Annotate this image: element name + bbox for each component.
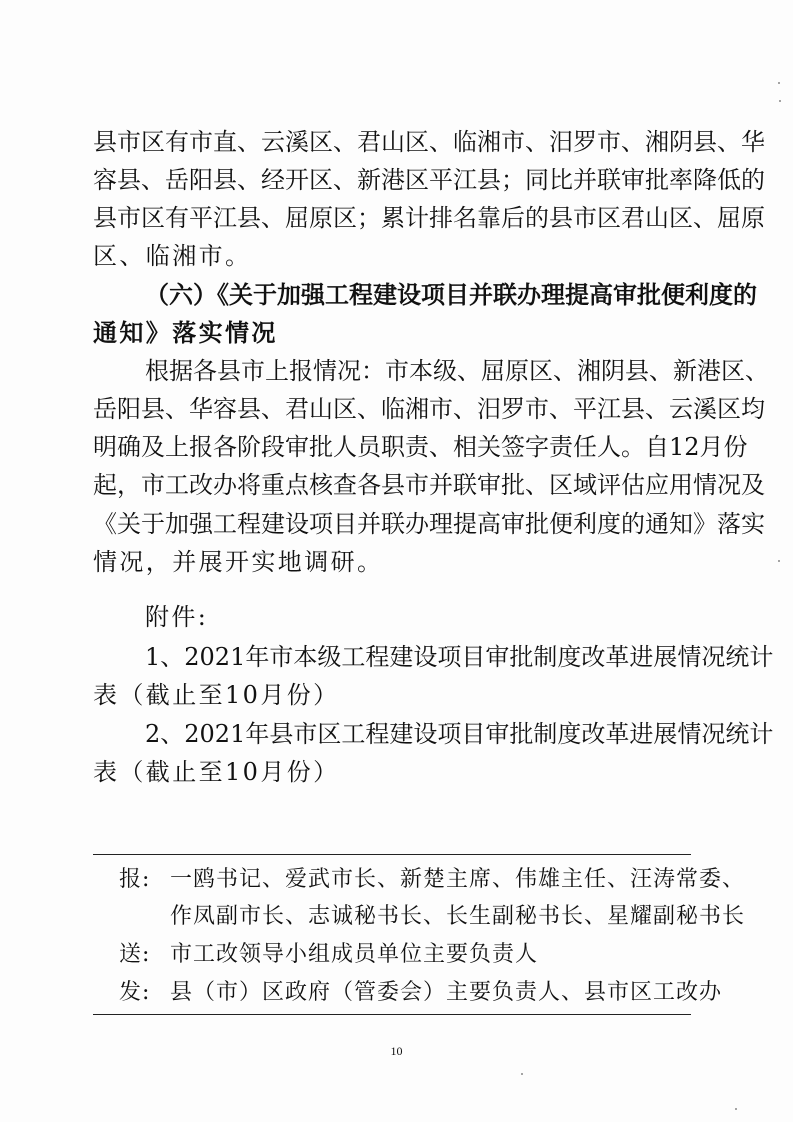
body-line: 县市区有市直、云溪区、君山区、临湘市、汨罗市、湘阴县、华 (93, 128, 765, 156)
fa-label: 发: (119, 980, 151, 1005)
body-line: 明确及上报各阶段审批人员职责、相关签字责任人。自12月份 (93, 433, 748, 461)
attachment-item: 2、2021年县市区工程建设项目审批制度改革进展情况统计 (145, 720, 774, 748)
bao-recipients: 一鸥书记、爱武市长、新楚主席、伟雄主任、汪涛常委、 (170, 867, 746, 892)
scan-speck (735, 1108, 737, 1110)
body-line: 情况，并展开实地调研。 (93, 548, 384, 576)
fa-recipients: 县（市）区政府（管委会）主要负责人、县市区工改办 (170, 980, 723, 1005)
attachments-label: 附件: (145, 603, 209, 631)
body-line: 岳阳县、华容县、君山区、临湘市、汨罗市、平江县、云溪区均 (93, 395, 765, 423)
scan-speck (778, 82, 780, 84)
song-label: 送: (119, 942, 151, 967)
attachment-item: 表（截止至10月份） (93, 758, 340, 786)
attachment-item: 1、2021年市本级工程建设项目审批制度改革进展情况统计 (145, 643, 774, 671)
bao-recipients: 作凤副市长、志诚秘书长、长生副秘书长、星耀副秘书长 (170, 904, 746, 929)
distribution-bottom-rule (93, 1014, 691, 1015)
song-recipients: 市工改领导小组成员单位主要负责人 (170, 942, 539, 967)
body-line: 起，市工改办将重点核查各县市并联审批、区域评估应用情况及 (93, 471, 765, 499)
section-heading: 通知》落实情况 (93, 318, 278, 347)
body-line: 根据各县市上报情况：市本级、屈原区、湘阴县、新港区、 (145, 357, 769, 385)
body-line: 容县、岳阳县、经开区、新港区平江县；同比并联审批率降低的 (93, 166, 765, 194)
body-line: 区、临湘市。 (93, 242, 252, 270)
body-line: 《关于加强工程建设项目并联办理提高审批便利度的通知》落实 (93, 510, 765, 538)
scan-speck (521, 1073, 523, 1075)
body-line: 县市区有平江县、屈原区；累计排名靠后的县市区君山区、屈原 (93, 204, 765, 232)
attachment-item: 表（截止至10月份） (93, 681, 340, 709)
section-heading: （六）《关于加强工程建设项目并联办理提高审批便利度的 (145, 280, 757, 309)
page-number: 10 (390, 1044, 403, 1058)
scan-speck (779, 100, 781, 102)
distribution-top-rule (93, 854, 691, 855)
bao-label: 报: (119, 867, 151, 892)
scan-speck (778, 560, 780, 562)
